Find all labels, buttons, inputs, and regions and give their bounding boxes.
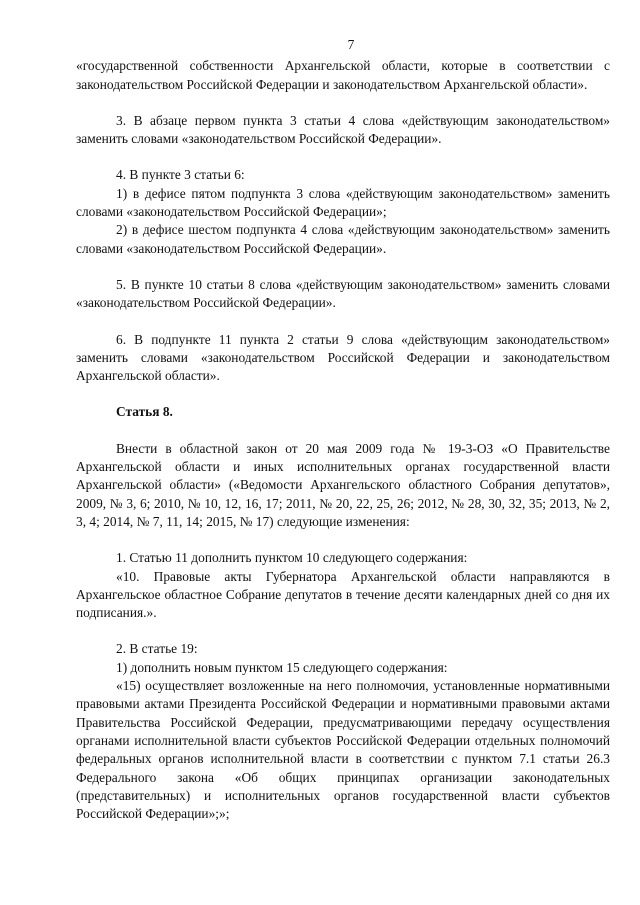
- paragraph-item-4-sub-2: 2) в дефисе шестом подпункта 4 слова «действующим законодательством» заменить словами «законодательством Российской Федерации».: [76, 222, 610, 256]
- paragraph-gap: [76, 422, 610, 440]
- article-item-1-text: «10. Правовые акты Губернатора Архангельской области направляются в Архангельское областное Собрание депутатов в течение десяти календарных дней со дня их подписания.».: [76, 568, 610, 621]
- article-item-2: 2. В статье 19:: [116, 641, 198, 657]
- paragraph-item-5: 5. В пункте 10 статьи 8 слова «действующим законодательством» заменить словами «законодательством Российской Федерации».: [76, 276, 610, 311]
- paragraph-gap: [76, 622, 610, 640]
- article-item-2-sub-1-text: «15) осуществляет возложенные на него полномочия, установленные нормативными правовыми актами Президента Российской Федерации и нормативными правовыми актами Правительства Российской Федерации, предусматривающими передачу осуществления органами исполнительной власти субъектов Российской Федерации отдельных полномочий федеральных органов исполнительной власти в соответствии с пунктом 7.1 статьи 26.3 Федерального закона «Об общих принципах организации законодательных (представительных) и исполнительных органов государственной власти субъектов Российской Федерации»;»;: [76, 678, 610, 822]
- paragraph-gap: [76, 94, 610, 112]
- page-number: 7: [347, 37, 355, 52]
- article-heading: Статья 8.: [116, 404, 173, 420]
- paragraph-item-3: 3. В абзаце первом пункта 3 статьи 4 слова «действующим законодательством» заменить словами «законодательством Российской Федерации».: [76, 112, 610, 147]
- document-page: [76, 36, 610, 823]
- article-item-2-sub-1: 1) дополнить новым пунктом 15 следующего содержания:: [116, 659, 448, 675]
- paragraph-gap: [76, 258, 610, 276]
- paragraph-gap: [76, 148, 610, 166]
- article-item-1: 1. Статью 11 дополнить пунктом 10 следующего содержания:: [116, 550, 468, 566]
- article-intro-paragraph: Внести в областной закон от 20 мая 2009 года № 19-3-ОЗ «О Правительстве Архангельской области и иных исполнительных органах государственной власти Архангельской области» («Ведомости Архангельского областного Собрания депутатов», 2009, № 3, 6; 2010, № 10, 12, 16, 17; 2011, № 20, 22, 25, 26; 2012, № 28, 30, 32, 35; 2013, № 2, 3, 4; 2014, № 7, 11, 14; 2015, № 17) следующие изменения:: [76, 440, 610, 529]
- paragraph-gap: [76, 313, 610, 331]
- paragraph-item-4: 4. В пункте 3 статьи 6:: [116, 167, 245, 183]
- paragraph-gap: [76, 385, 610, 403]
- paragraph-item-4-sub-1: 1) в дефисе пятом подпункта 3 слова «действующим законодательством» заменить словами «законодательством Российской Федерации»;: [76, 185, 610, 220]
- paragraph-continuation: «государственной собственности Архангельской области, которые в соответствии с законодательством Российской Федерации и законодательством Архангельской области».: [76, 58, 610, 92]
- paragraph-item-6: 6. В подпункте 11 пункта 2 статьи 9 слова «действующим законодательством» заменить словами «законодательством Российской Федерации и законодательством Архангельской области».: [76, 331, 610, 384]
- paragraph-gap: [76, 531, 610, 549]
